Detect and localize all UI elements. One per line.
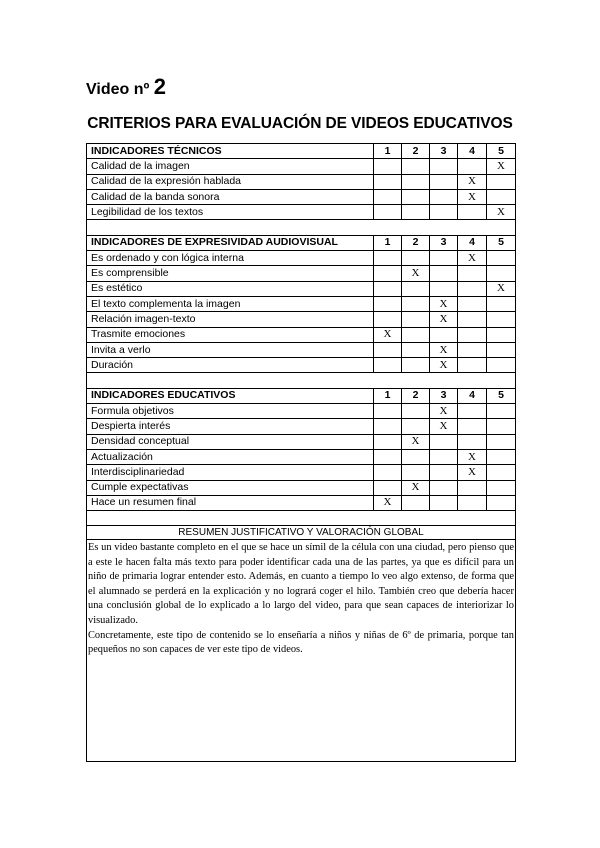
scale-header-5: 5 xyxy=(487,235,516,250)
score-cell-2 xyxy=(402,296,430,311)
criterion-row xyxy=(87,281,516,296)
score-cell-4 xyxy=(458,205,487,220)
spacer-row xyxy=(87,373,516,388)
score-cell-4 xyxy=(458,281,487,296)
criterion-row xyxy=(87,480,516,495)
criterion-row xyxy=(87,358,516,373)
score-cell-5 xyxy=(487,266,516,281)
spacer-cell xyxy=(87,373,516,388)
score-cell-4 xyxy=(458,358,487,373)
score-cell-3 xyxy=(430,159,458,174)
criterion-row xyxy=(87,342,516,357)
criterion-label: Duración xyxy=(87,358,374,373)
score-mark: X xyxy=(458,174,487,189)
score-cell-3 xyxy=(430,174,458,189)
score-cell-1 xyxy=(374,342,402,357)
score-cell-2 xyxy=(402,312,430,327)
score-cell-3 xyxy=(430,205,458,220)
video-number: 2 xyxy=(153,74,167,99)
score-mark: X xyxy=(402,434,430,449)
criterion-label: Despierta interés xyxy=(87,419,374,434)
score-cell-2 xyxy=(402,189,430,204)
score-cell-4 xyxy=(458,312,487,327)
score-cell-3 xyxy=(430,449,458,464)
scale-header-4: 4 xyxy=(458,144,487,159)
summary-box xyxy=(86,525,516,762)
score-mark: X xyxy=(487,281,516,296)
score-cell-2 xyxy=(402,404,430,419)
score-cell-5 xyxy=(487,434,516,449)
criterion-label: Interdisciplinariedad xyxy=(87,465,374,480)
criterion-label: Trasmite emociones xyxy=(87,327,374,342)
scale-header-1: 1 xyxy=(374,235,402,250)
criterion-label: Relación imagen-texto xyxy=(87,312,374,327)
section-heading: INDICADORES DE EXPRESIVIDAD AUDIOVISUAL xyxy=(87,235,374,250)
score-cell-2 xyxy=(402,449,430,464)
score-cell-3 xyxy=(430,266,458,281)
criterion-label: Formula objetivos xyxy=(87,404,374,419)
criterion-row xyxy=(87,251,516,266)
criterion-label: El texto complementa la imagen xyxy=(87,296,374,311)
criterion-row xyxy=(87,419,516,434)
score-cell-5 xyxy=(487,189,516,204)
score-cell-4 xyxy=(458,480,487,495)
criterion-label: Actualización xyxy=(87,449,374,464)
score-cell-2 xyxy=(402,251,430,266)
score-cell-2 xyxy=(402,327,430,342)
score-cell-3 xyxy=(430,327,458,342)
scale-header-4: 4 xyxy=(458,388,487,403)
score-mark: X xyxy=(487,205,516,220)
score-cell-5 xyxy=(487,296,516,311)
section-heading: INDICADORES EDUCATIVOS xyxy=(87,388,374,403)
score-cell-1 xyxy=(374,174,402,189)
score-cell-5 xyxy=(487,465,516,480)
score-cell-3 xyxy=(430,189,458,204)
score-cell-5 xyxy=(487,480,516,495)
score-cell-1 xyxy=(374,404,402,419)
score-cell-1 xyxy=(374,205,402,220)
scale-header-3: 3 xyxy=(430,144,458,159)
criterion-label: Densidad conceptual xyxy=(87,434,374,449)
score-cell-2 xyxy=(402,281,430,296)
criterion-row xyxy=(87,327,516,342)
section-header-row xyxy=(87,235,516,250)
criterion-row xyxy=(87,174,516,189)
score-mark: X xyxy=(487,159,516,174)
criterion-label: Calidad de la imagen xyxy=(87,159,374,174)
summary-heading: RESUMEN JUSTIFICATIVO Y VALORACIÓN GLOBAL xyxy=(87,526,515,540)
criterion-label: Hace un resumen final xyxy=(87,495,374,510)
section-header-row xyxy=(87,144,516,159)
criterion-row xyxy=(87,159,516,174)
score-mark: X xyxy=(430,342,458,357)
score-cell-4 xyxy=(458,159,487,174)
score-cell-5 xyxy=(487,327,516,342)
criterion-row xyxy=(87,495,516,510)
summary-paragraph: Es un video bastante completo en el que se hace un símil de la célula con una ciudad, pero pienso que a este le hacen falta más texto para poder identificar cada una de las partes, ya que es difícil para un niño de primaria lograr entender esto. Además, en cuanto a tiempo lo veo algo extenso, de forma que el alumnado se perderá en la explicación y no logrará coger el hilo. También creo que debería hacer una conclusión global de lo explicado a lo largo del video, para que sean capaces de interiorizar lo visualizado. xyxy=(88,542,514,626)
criterion-label: Invita a verlo xyxy=(87,342,374,357)
spacer-row xyxy=(87,220,516,235)
score-cell-1 xyxy=(374,358,402,373)
score-mark: X xyxy=(402,266,430,281)
score-cell-1 xyxy=(374,266,402,281)
criterion-row xyxy=(87,296,516,311)
score-mark: X xyxy=(374,327,402,342)
criterion-label: Cumple expectativas xyxy=(87,480,374,495)
criterion-row xyxy=(87,266,516,281)
score-cell-3 xyxy=(430,281,458,296)
score-cell-5 xyxy=(487,342,516,357)
score-cell-5 xyxy=(487,419,516,434)
score-cell-5 xyxy=(487,251,516,266)
scale-header-2: 2 xyxy=(402,144,430,159)
score-cell-2 xyxy=(402,465,430,480)
criterion-label: Es comprensible xyxy=(87,266,374,281)
score-cell-1 xyxy=(374,312,402,327)
scale-header-3: 3 xyxy=(430,235,458,250)
score-cell-5 xyxy=(487,495,516,510)
score-cell-1 xyxy=(374,159,402,174)
spacer-row xyxy=(87,511,516,526)
criterion-label: Calidad de la expresión hablada xyxy=(87,174,374,189)
score-mark: X xyxy=(402,480,430,495)
score-cell-4 xyxy=(458,342,487,357)
scale-header-1: 1 xyxy=(374,144,402,159)
score-cell-3 xyxy=(430,251,458,266)
summary-paragraph: Concretamente, este tipo de contenido se lo enseñaría a niños y niñas de 6º de primaria, porque tan pequeños no son capaces de ver este tipo de videos. xyxy=(88,629,514,656)
scale-header-5: 5 xyxy=(487,144,516,159)
score-cell-5 xyxy=(487,404,516,419)
score-cell-5 xyxy=(487,358,516,373)
score-cell-3 xyxy=(430,480,458,495)
score-mark: X xyxy=(430,419,458,434)
score-mark: X xyxy=(430,312,458,327)
score-mark: X xyxy=(430,358,458,373)
scale-header-5: 5 xyxy=(487,388,516,403)
score-cell-2 xyxy=(402,342,430,357)
score-cell-2 xyxy=(402,159,430,174)
score-cell-2 xyxy=(402,205,430,220)
score-cell-3 xyxy=(430,465,458,480)
criterion-row xyxy=(87,312,516,327)
score-cell-1 xyxy=(374,281,402,296)
score-cell-4 xyxy=(458,434,487,449)
score-cell-5 xyxy=(487,449,516,464)
score-cell-2 xyxy=(402,419,430,434)
scale-header-2: 2 xyxy=(402,388,430,403)
score-cell-1 xyxy=(374,465,402,480)
score-cell-4 xyxy=(458,495,487,510)
score-cell-2 xyxy=(402,358,430,373)
criterion-label: Legibilidad de los textos xyxy=(87,205,374,220)
evaluation-table xyxy=(86,143,516,526)
score-mark: X xyxy=(458,251,487,266)
score-mark: X xyxy=(430,296,458,311)
spacer-cell xyxy=(87,511,516,526)
section-header-row xyxy=(87,388,516,403)
section-heading: INDICADORES TÉCNICOS xyxy=(87,144,374,159)
score-cell-4 xyxy=(458,296,487,311)
score-mark: X xyxy=(458,449,487,464)
score-cell-4 xyxy=(458,419,487,434)
score-cell-3 xyxy=(430,434,458,449)
scale-header-3: 3 xyxy=(430,388,458,403)
score-cell-5 xyxy=(487,174,516,189)
score-cell-1 xyxy=(374,189,402,204)
score-cell-1 xyxy=(374,434,402,449)
spacer-cell xyxy=(87,220,516,235)
video-label: Video nº xyxy=(86,81,150,98)
score-mark: X xyxy=(458,465,487,480)
score-cell-1 xyxy=(374,480,402,495)
score-cell-2 xyxy=(402,174,430,189)
score-cell-5 xyxy=(487,312,516,327)
criterion-label: Calidad de la banda sonora xyxy=(87,189,374,204)
scale-header-2: 2 xyxy=(402,235,430,250)
score-cell-2 xyxy=(402,495,430,510)
score-cell-4 xyxy=(458,327,487,342)
score-mark: X xyxy=(374,495,402,510)
summary-text xyxy=(87,540,515,658)
video-heading xyxy=(86,74,166,100)
score-mark: X xyxy=(458,189,487,204)
score-cell-1 xyxy=(374,449,402,464)
page-title: CRITERIOS PARA EVALUACIÓN DE VIDEOS EDUCATIVOS xyxy=(87,115,513,132)
criterion-row xyxy=(87,404,516,419)
scale-header-4: 4 xyxy=(458,235,487,250)
score-cell-4 xyxy=(458,266,487,281)
score-cell-3 xyxy=(430,495,458,510)
score-cell-1 xyxy=(374,296,402,311)
criterion-row xyxy=(87,449,516,464)
criterion-row xyxy=(87,434,516,449)
criterion-row xyxy=(87,205,516,220)
scale-header-1: 1 xyxy=(374,388,402,403)
score-cell-1 xyxy=(374,419,402,434)
score-mark: X xyxy=(430,404,458,419)
criterion-label: Es estético xyxy=(87,281,374,296)
criterion-row xyxy=(87,189,516,204)
score-cell-4 xyxy=(458,404,487,419)
score-cell-1 xyxy=(374,251,402,266)
criterion-row xyxy=(87,465,516,480)
criterion-label: Es ordenado y con lógica interna xyxy=(87,251,374,266)
